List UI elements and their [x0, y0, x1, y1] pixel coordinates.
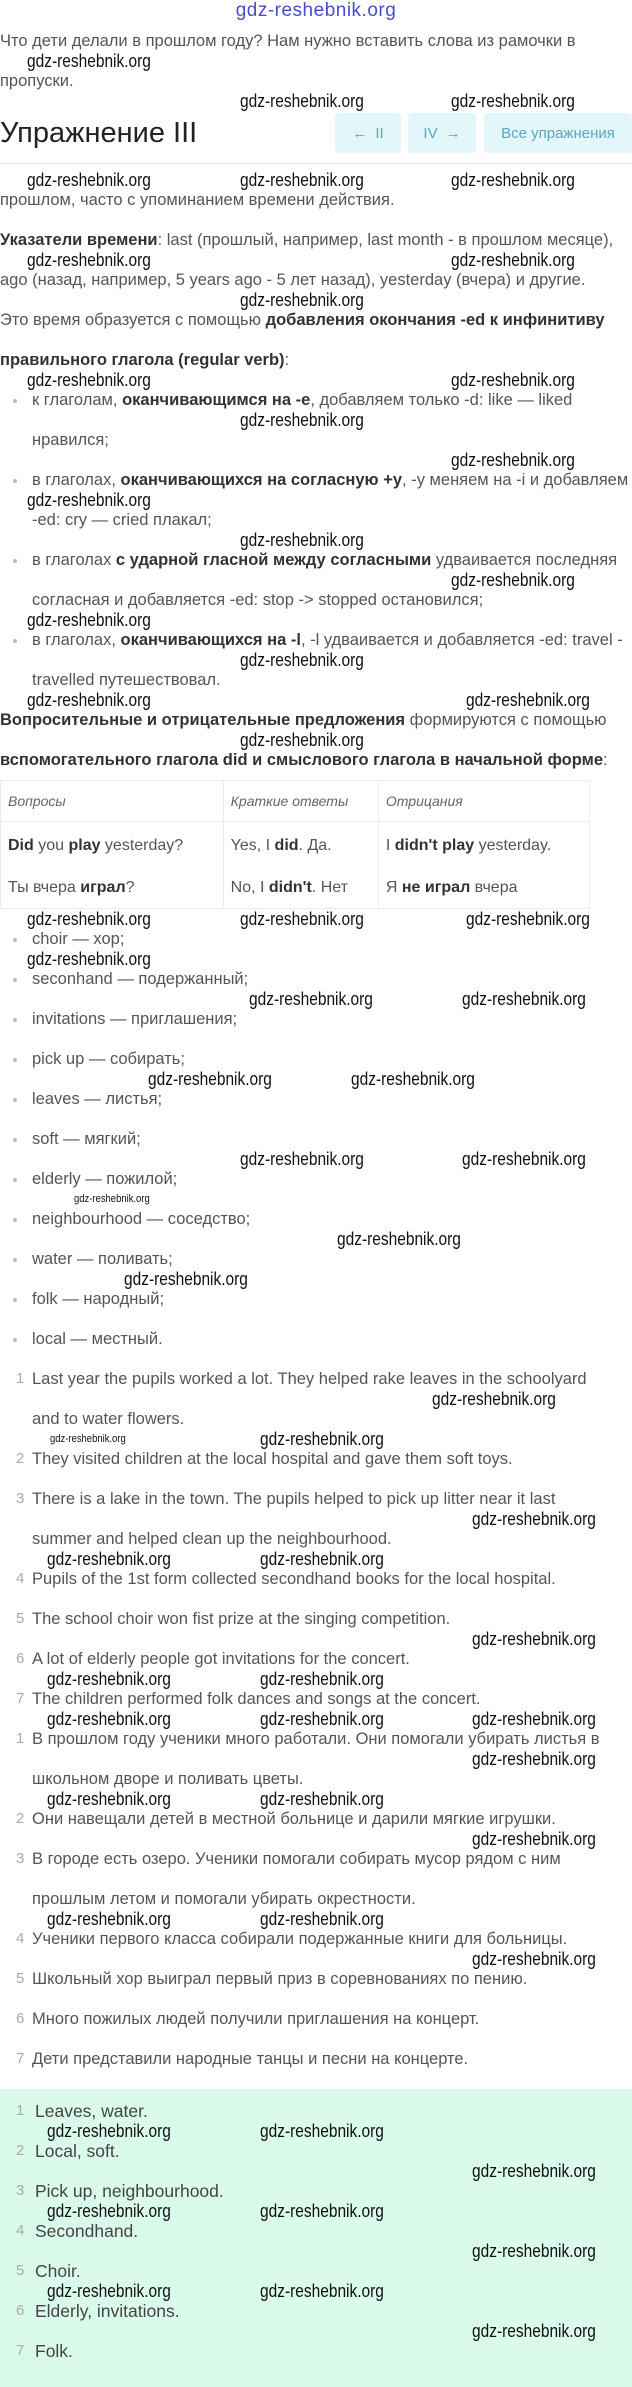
watermark-row	[0, 1149, 632, 1169]
site-watermark-logo: gdz-reshebnik.org	[235, 0, 397, 21]
watermark-row	[0, 290, 632, 310]
watermark-text: gdz-reshebnik.org	[451, 370, 575, 390]
item-number: 6	[16, 1650, 25, 1667]
answer-item	[0, 2141, 632, 2161]
arrow-left-icon: ←	[352, 124, 368, 142]
watermark-row	[0, 450, 632, 470]
sentence-text: Pupils of the 1st form collected secondhand books for the local hospital.	[32, 1570, 556, 1588]
russian-sentence	[0, 2009, 632, 2029]
watermark-text: gdz-reshebnik.org	[240, 730, 364, 750]
rule-line: travelled путешествовал.	[32, 671, 221, 689]
vocabulary-item	[0, 1049, 632, 1069]
bold: не играл	[401, 879, 471, 896]
vocabulary-item	[0, 1249, 632, 1269]
answer-number: 5	[16, 2262, 25, 2279]
watermark-row	[0, 1429, 632, 1449]
watermark-row	[0, 1909, 632, 1929]
bullet-icon	[13, 1338, 17, 1342]
watermark-row	[0, 1949, 632, 1969]
sentence-text: В городе есть озеро. Ученики помогали собирать мусор рядом с ним	[32, 1850, 561, 1868]
watermark-text: gdz-reshebnik.org	[462, 1149, 586, 1169]
bold: play	[68, 837, 101, 854]
watermark-text: gdz-reshebnik.org	[260, 1789, 384, 1809]
table-row	[1, 822, 590, 909]
watermark-text: gdz-reshebnik.org	[47, 1549, 171, 1569]
bold-term: с ударной гласной между согласными	[115, 551, 432, 569]
theory-text	[0, 230, 632, 250]
vocabulary-item	[0, 1169, 632, 1189]
vocabulary-text: soft — мягкий;	[32, 1130, 141, 1148]
watermark-text: gdz-reshebnik.org	[451, 250, 575, 270]
text: формируются с помощью	[405, 711, 607, 729]
watermark-text: gdz-reshebnik.org	[27, 51, 151, 71]
bullet-icon	[13, 1098, 17, 1102]
bold-term: Вопросительные и отрицательные предложения	[0, 711, 406, 729]
arrow-right-icon: →	[445, 124, 461, 142]
watermark-row	[0, 2121, 632, 2141]
watermark-row	[0, 1269, 632, 1289]
item-number: 3	[16, 1850, 25, 1867]
watermark-row	[0, 2321, 632, 2341]
table-cell-negation	[378, 822, 589, 909]
bold: Did	[8, 837, 34, 854]
bullet-icon	[13, 1258, 17, 1262]
answer-text: Choir.	[35, 2261, 81, 2281]
watermark-row	[0, 91, 632, 111]
all-exercises-button[interactable]	[484, 113, 632, 153]
watermark-text: gdz-reshebnik.org	[249, 989, 373, 1009]
item-number: 1	[16, 1370, 25, 1387]
watermark-text: gdz-reshebnik.org	[27, 370, 151, 390]
watermark-text: gdz-reshebnik.org	[27, 610, 151, 630]
english-sentence: and to water flowers.	[32, 1410, 185, 1428]
table-header-row	[1, 781, 590, 822]
rule-line: нравился;	[32, 431, 109, 449]
vocabulary-item	[0, 1129, 632, 1149]
vocabulary-text: pick up — собирать;	[32, 1050, 185, 1068]
watermark-row	[0, 2201, 632, 2221]
answer-number: 1	[16, 2102, 25, 2119]
english-sentence	[0, 1489, 632, 1509]
watermark-text: gdz-reshebnik.org	[240, 650, 364, 670]
watermark-row	[0, 1749, 632, 1769]
watermark-text: gdz-reshebnik.org	[260, 1429, 384, 1449]
watermark-row	[0, 1549, 632, 1569]
vocabulary-item	[0, 1009, 632, 1029]
answer-number: 3	[16, 2182, 25, 2199]
next-label: IV	[423, 124, 438, 142]
watermark-text: gdz-reshebnik.org	[466, 690, 590, 710]
text: I	[385, 837, 395, 854]
watermark-row	[0, 610, 632, 630]
text: :	[603, 751, 608, 769]
watermark-text: gdz-reshebnik.org	[47, 1789, 171, 1809]
bullet-icon	[13, 938, 17, 942]
watermark-text: gdz-reshebnik.org	[260, 2201, 384, 2221]
text: , -y меняем на -i и добавляем	[402, 471, 629, 489]
item-number: 7	[16, 1690, 25, 1707]
answer-number: 4	[16, 2222, 25, 2239]
table-cell-answer	[223, 822, 378, 909]
prev-label: II	[375, 124, 384, 142]
rule-line	[0, 550, 632, 570]
theory-text	[0, 750, 632, 770]
english-sentence	[0, 1449, 632, 1469]
watermark-text: gdz-reshebnik.org	[27, 690, 151, 710]
watermark-text: gdz-reshebnik.org	[148, 1069, 272, 1089]
answer-text: Local, soft.	[35, 2141, 120, 2161]
sentence-text: A lot of elderly people got invitations for the concert.	[32, 1650, 410, 1668]
watermark-text: gdz-reshebnik.org	[472, 1629, 596, 1649]
watermark-text: gdz-reshebnik.org	[260, 1549, 384, 1569]
watermark-row	[0, 2281, 632, 2301]
sentence-text: Last year the pupils worked a lot. They helped rake leaves in the schoolyard	[32, 1370, 587, 1388]
russian-sentence: школьном дворе и поливать цветы.	[32, 1770, 304, 1788]
watermark-row	[0, 1069, 632, 1089]
page-header	[0, 111, 632, 155]
answer-text: Elderly, invitations.	[35, 2301, 180, 2321]
theory-text: прошлом, часто с упоминанием времени действия.	[0, 191, 395, 209]
vocabulary-item	[0, 969, 632, 989]
answers-panel	[0, 2089, 632, 2387]
item-number: 7	[16, 2050, 25, 2067]
watermark-row	[0, 370, 632, 390]
sentence-text: The children performed folk dances and songs at the concert.	[32, 1690, 481, 1708]
watermark-row	[0, 1189, 632, 1209]
text: ?	[125, 879, 135, 896]
watermark-text: gdz-reshebnik.org	[47, 1669, 171, 1689]
watermark-text: gdz-reshebnik.org	[432, 1389, 556, 1409]
theory-text: ago (назад, например, 5 years ago - 5 лет назад), yesterday (вчера) и другие.	[0, 271, 586, 289]
text: в глаголах,	[32, 471, 121, 489]
watermark-row	[0, 690, 632, 710]
watermark-text: gdz-reshebnik.org	[466, 909, 590, 929]
watermark-text: gdz-reshebnik.org	[50, 1433, 126, 1445]
text: . Да.	[298, 837, 332, 854]
bullet-icon	[13, 479, 17, 483]
answer-number: 7	[16, 2342, 25, 2359]
bullet-icon	[13, 1058, 17, 1062]
text: . Нет	[311, 879, 348, 896]
text: вчера	[470, 879, 518, 896]
watermark-row	[0, 1509, 632, 1529]
watermark-row	[0, 170, 632, 190]
rules-list	[0, 390, 632, 710]
watermark-text: gdz-reshebnik.org	[47, 2121, 171, 2141]
text: , -l удваивается и добавляется -ed: travel -	[300, 631, 623, 649]
russian-sentence	[0, 1729, 632, 1749]
watermark-text: gdz-reshebnik.org	[260, 1909, 384, 1929]
answer-number: 6	[16, 2302, 25, 2319]
vocabulary-item	[0, 1329, 632, 1349]
watermark-row	[0, 2241, 632, 2261]
next-exercise-button[interactable]	[408, 113, 476, 153]
english-sentence	[0, 1689, 632, 1709]
watermark-text: gdz-reshebnik.org	[351, 1069, 475, 1089]
sentence-text: The school choir won fist prize at the singing competition.	[32, 1610, 451, 1628]
watermark-row	[0, 1709, 632, 1729]
bold: did	[274, 837, 299, 854]
watermark-row	[0, 1829, 632, 1849]
watermark-text: gdz-reshebnik.org	[47, 1709, 171, 1729]
watermark-text: gdz-reshebnik.org	[240, 530, 364, 550]
text: yesterday.	[474, 837, 552, 854]
watermark-text: gdz-reshebnik.org	[124, 1269, 248, 1289]
answer-item	[0, 2221, 632, 2241]
watermark-text: gdz-reshebnik.org	[260, 2121, 384, 2141]
theory-text	[0, 710, 632, 730]
item-number: 5	[16, 1970, 25, 1987]
english-sentence	[0, 1649, 632, 1669]
sentence-text: Много пожилых людей получили приглашения на концерт.	[32, 2010, 480, 2028]
watermark-row	[0, 51, 632, 71]
bullet-icon	[13, 1138, 17, 1142]
sentence-text: В прошлом году ученики много работали. Они помогали убирать листья в	[32, 1730, 600, 1748]
table-header: Вопросы	[1, 781, 224, 822]
text: , добавляем только -d: like — liked	[310, 391, 573, 409]
text: Ты вчера	[8, 879, 81, 896]
watermark-row	[0, 1629, 632, 1649]
text: Yes, I	[230, 837, 275, 854]
vocabulary-text: neighbourhood — соседство;	[32, 1210, 251, 1228]
russian-sentence: прошлым летом и помогали убирать окрестности.	[32, 1890, 416, 1908]
text: :	[284, 351, 290, 369]
watermark-row	[0, 490, 632, 510]
watermark-text: gdz-reshebnik.org	[47, 2281, 171, 2301]
english-sentence: summer and helped clean up the neighbourhood.	[32, 1530, 392, 1548]
answer-item	[0, 2261, 632, 2281]
watermark-text: gdz-reshebnik.org	[260, 1669, 384, 1689]
vocabulary-item	[0, 1089, 632, 1109]
bullet-icon	[13, 399, 17, 403]
answer-text: Leaves, water.	[35, 2101, 148, 2121]
watermark-text: gdz-reshebnik.org	[451, 570, 575, 590]
bold-term: Указатели времени	[0, 231, 158, 249]
watermark-row	[0, 410, 632, 430]
bullet-icon	[13, 559, 17, 563]
vocabulary-item	[0, 1289, 632, 1309]
russian-sentence	[0, 1809, 632, 1829]
bold-term: оканчивающихся на -l	[120, 631, 301, 649]
vocabulary-item	[0, 929, 632, 949]
table-header: Краткие ответы	[223, 781, 378, 822]
item-number: 5	[16, 1610, 25, 1627]
watermark-text: gdz-reshebnik.org	[240, 909, 364, 929]
russian-sentence	[0, 2049, 632, 2069]
answer-item	[0, 2301, 632, 2321]
watermark-row	[0, 570, 632, 590]
answer-number: 2	[16, 2142, 25, 2159]
grammar-table	[0, 780, 590, 909]
text: Это время образуется с помощью	[0, 311, 266, 329]
bullet-icon	[13, 1018, 17, 1022]
watermark-text: gdz-reshebnik.org	[240, 1149, 364, 1169]
answer-item	[0, 2341, 632, 2361]
watermark-row	[0, 1389, 632, 1409]
watermark-text: gdz-reshebnik.org	[472, 1829, 596, 1849]
item-number: 6	[16, 2010, 25, 2027]
answer-item	[0, 2181, 632, 2201]
watermark-text: gdz-reshebnik.org	[472, 2161, 596, 2181]
english-sentence	[0, 1369, 632, 1389]
item-number: 1	[16, 1730, 25, 1747]
text: No, I	[230, 879, 269, 896]
watermark-text: gdz-reshebnik.org	[47, 2201, 171, 2221]
answer-text: Folk.	[35, 2341, 73, 2361]
prev-exercise-button[interactable]	[335, 113, 401, 153]
rule-line	[0, 630, 632, 650]
russian-sentence	[0, 1849, 632, 1869]
intro-line: Что дети делали в прошлом году? Нам нужно вставить слова из рамочки в	[0, 32, 576, 50]
watermark-row	[0, 1669, 632, 1689]
intro-line: пропуски.	[0, 72, 74, 90]
watermark-row	[0, 1789, 632, 1809]
bold-term: правильного глагола (regular verb)	[0, 351, 285, 369]
divider	[0, 163, 632, 164]
english-sentence	[0, 1609, 632, 1629]
watermark-text: gdz-reshebnik.org	[240, 290, 364, 310]
vocabulary-text: elderly — пожилой;	[32, 1170, 178, 1188]
watermark-text: gdz-reshebnik.org	[451, 170, 575, 190]
rule-line	[0, 390, 632, 410]
item-number: 3	[16, 1490, 25, 1507]
item-number: 2	[16, 1450, 25, 1467]
bullet-icon	[13, 1298, 17, 1302]
watermark-text: gdz-reshebnik.org	[240, 170, 364, 190]
exercise-lists	[0, 929, 632, 2089]
answer-text: Pick up, neighbourhood.	[35, 2181, 224, 2201]
vocabulary-text: water — поливать;	[32, 1250, 173, 1268]
item-number: 4	[16, 1930, 25, 1947]
text: в глаголах	[32, 551, 116, 569]
bullet-icon	[13, 1178, 17, 1182]
answer-text: Secondhand.	[35, 2221, 139, 2241]
page-title: Упражнение III	[0, 117, 198, 149]
sentence-text: Ученики первого класса собирали подержанные книги для больницы.	[32, 1930, 568, 1948]
bold: didn't	[268, 879, 312, 896]
sentence-text: There is a lake in the town. The pupils helped to pick up litter near it last	[32, 1490, 556, 1508]
sentence-text: They visited children at the local hospital and gave them soft toys.	[32, 1450, 513, 1468]
watermark-row	[0, 2161, 632, 2181]
watermark-row	[0, 949, 632, 969]
bold: играл	[80, 879, 126, 896]
sentence-text: Школьный хор выиграл первый приз в соревнованиях по пению.	[32, 1970, 528, 1988]
rule-line: -ed: cry — cried плакал;	[32, 511, 212, 529]
text: в глаголах,	[32, 631, 121, 649]
watermark-row	[0, 909, 632, 929]
watermark-text: gdz-reshebnik.org	[27, 170, 151, 190]
vocabulary-text: seconhand — подержанный;	[32, 970, 249, 988]
watermark-text: gdz-reshebnik.org	[27, 949, 151, 969]
bullet-icon	[13, 1218, 17, 1222]
watermark-text: gdz-reshebnik.org	[472, 2321, 596, 2341]
watermark-text: gdz-reshebnik.org	[260, 2281, 384, 2301]
text: удваивается последняя	[431, 551, 618, 569]
english-sentence	[0, 1569, 632, 1589]
watermark-text: gdz-reshebnik.org	[472, 1509, 596, 1529]
text: Я	[385, 879, 402, 896]
vocabulary-text: folk — народный;	[32, 1290, 165, 1308]
watermark-row	[0, 530, 632, 550]
watermark-row	[0, 650, 632, 670]
theory-text	[0, 310, 632, 330]
theory-text	[0, 350, 632, 370]
bold-term: добавления окончания -ed к инфинитиву	[265, 311, 605, 329]
text: : last (прошлый, например, last month - в прошлом месяце),	[157, 231, 614, 249]
vocabulary-item	[0, 1209, 632, 1229]
bold-term: вспомогательного глагола did и смыслового глагола в начальной форме	[0, 751, 603, 769]
all-exercises-label: Все упражнения	[501, 124, 615, 142]
watermark-text: gdz-reshebnik.org	[74, 1193, 150, 1205]
bold-term: оканчивающимся на -e	[122, 391, 311, 409]
item-number: 2	[16, 1810, 25, 1827]
russian-sentence	[0, 1969, 632, 1989]
watermark-text: gdz-reshebnik.org	[260, 1709, 384, 1729]
sentence-text: Они навещали детей в местной больнице и дарили мягкие игрушки.	[32, 1810, 556, 1828]
rule-line	[0, 470, 632, 490]
vocabulary-text: choir — хор;	[32, 930, 125, 948]
russian-sentence	[0, 1929, 632, 1949]
watermark-text: gdz-reshebnik.org	[451, 450, 575, 470]
watermark-row	[0, 989, 632, 1009]
table-cell-question	[1, 822, 224, 909]
watermark-text: gdz-reshebnik.org	[472, 1749, 596, 1769]
watermark-row	[0, 250, 632, 270]
watermark-text: gdz-reshebnik.org	[47, 1909, 171, 1929]
answer-item	[0, 2101, 632, 2121]
sentence-text: Дети представили народные танцы и песни на концерте.	[32, 2050, 469, 2068]
bullet-icon	[13, 639, 17, 643]
vocabulary-text: invitations — приглашения;	[32, 1010, 238, 1028]
bold: didn't play	[394, 837, 475, 854]
watermark-text: gdz-reshebnik.org	[27, 250, 151, 270]
watermark-text: gdz-reshebnik.org	[240, 410, 364, 430]
item-number: 4	[16, 1570, 25, 1587]
watermark-text: gdz-reshebnik.org	[337, 1229, 461, 1249]
watermark-text: gdz-reshebnik.org	[472, 1709, 596, 1729]
watermark-text: gdz-reshebnik.org	[240, 91, 364, 111]
watermark-text: gdz-reshebnik.org	[27, 490, 151, 510]
watermark-text: gdz-reshebnik.org	[451, 91, 575, 111]
watermark-row	[0, 1229, 632, 1249]
text: к глаголам,	[32, 391, 123, 409]
table-header: Отрицания	[378, 781, 589, 822]
rule-line: согласная и добавляется -ed: stop -> stopped остановился;	[32, 591, 484, 609]
bullet-icon	[13, 978, 17, 982]
bold-term: оканчивающихся на согласную +y	[120, 471, 403, 489]
watermark-text: gdz-reshebnik.org	[27, 909, 151, 929]
watermark-row	[0, 730, 632, 750]
watermark-text: gdz-reshebnik.org	[472, 1949, 596, 1969]
text: yesterday?	[100, 837, 184, 854]
vocabulary-text: local — местный.	[32, 1330, 163, 1348]
text: you	[33, 837, 69, 854]
watermark-text: gdz-reshebnik.org	[472, 2241, 596, 2261]
vocabulary-text: leaves — листья;	[32, 1090, 163, 1108]
watermark-text: gdz-reshebnik.org	[462, 989, 586, 1009]
